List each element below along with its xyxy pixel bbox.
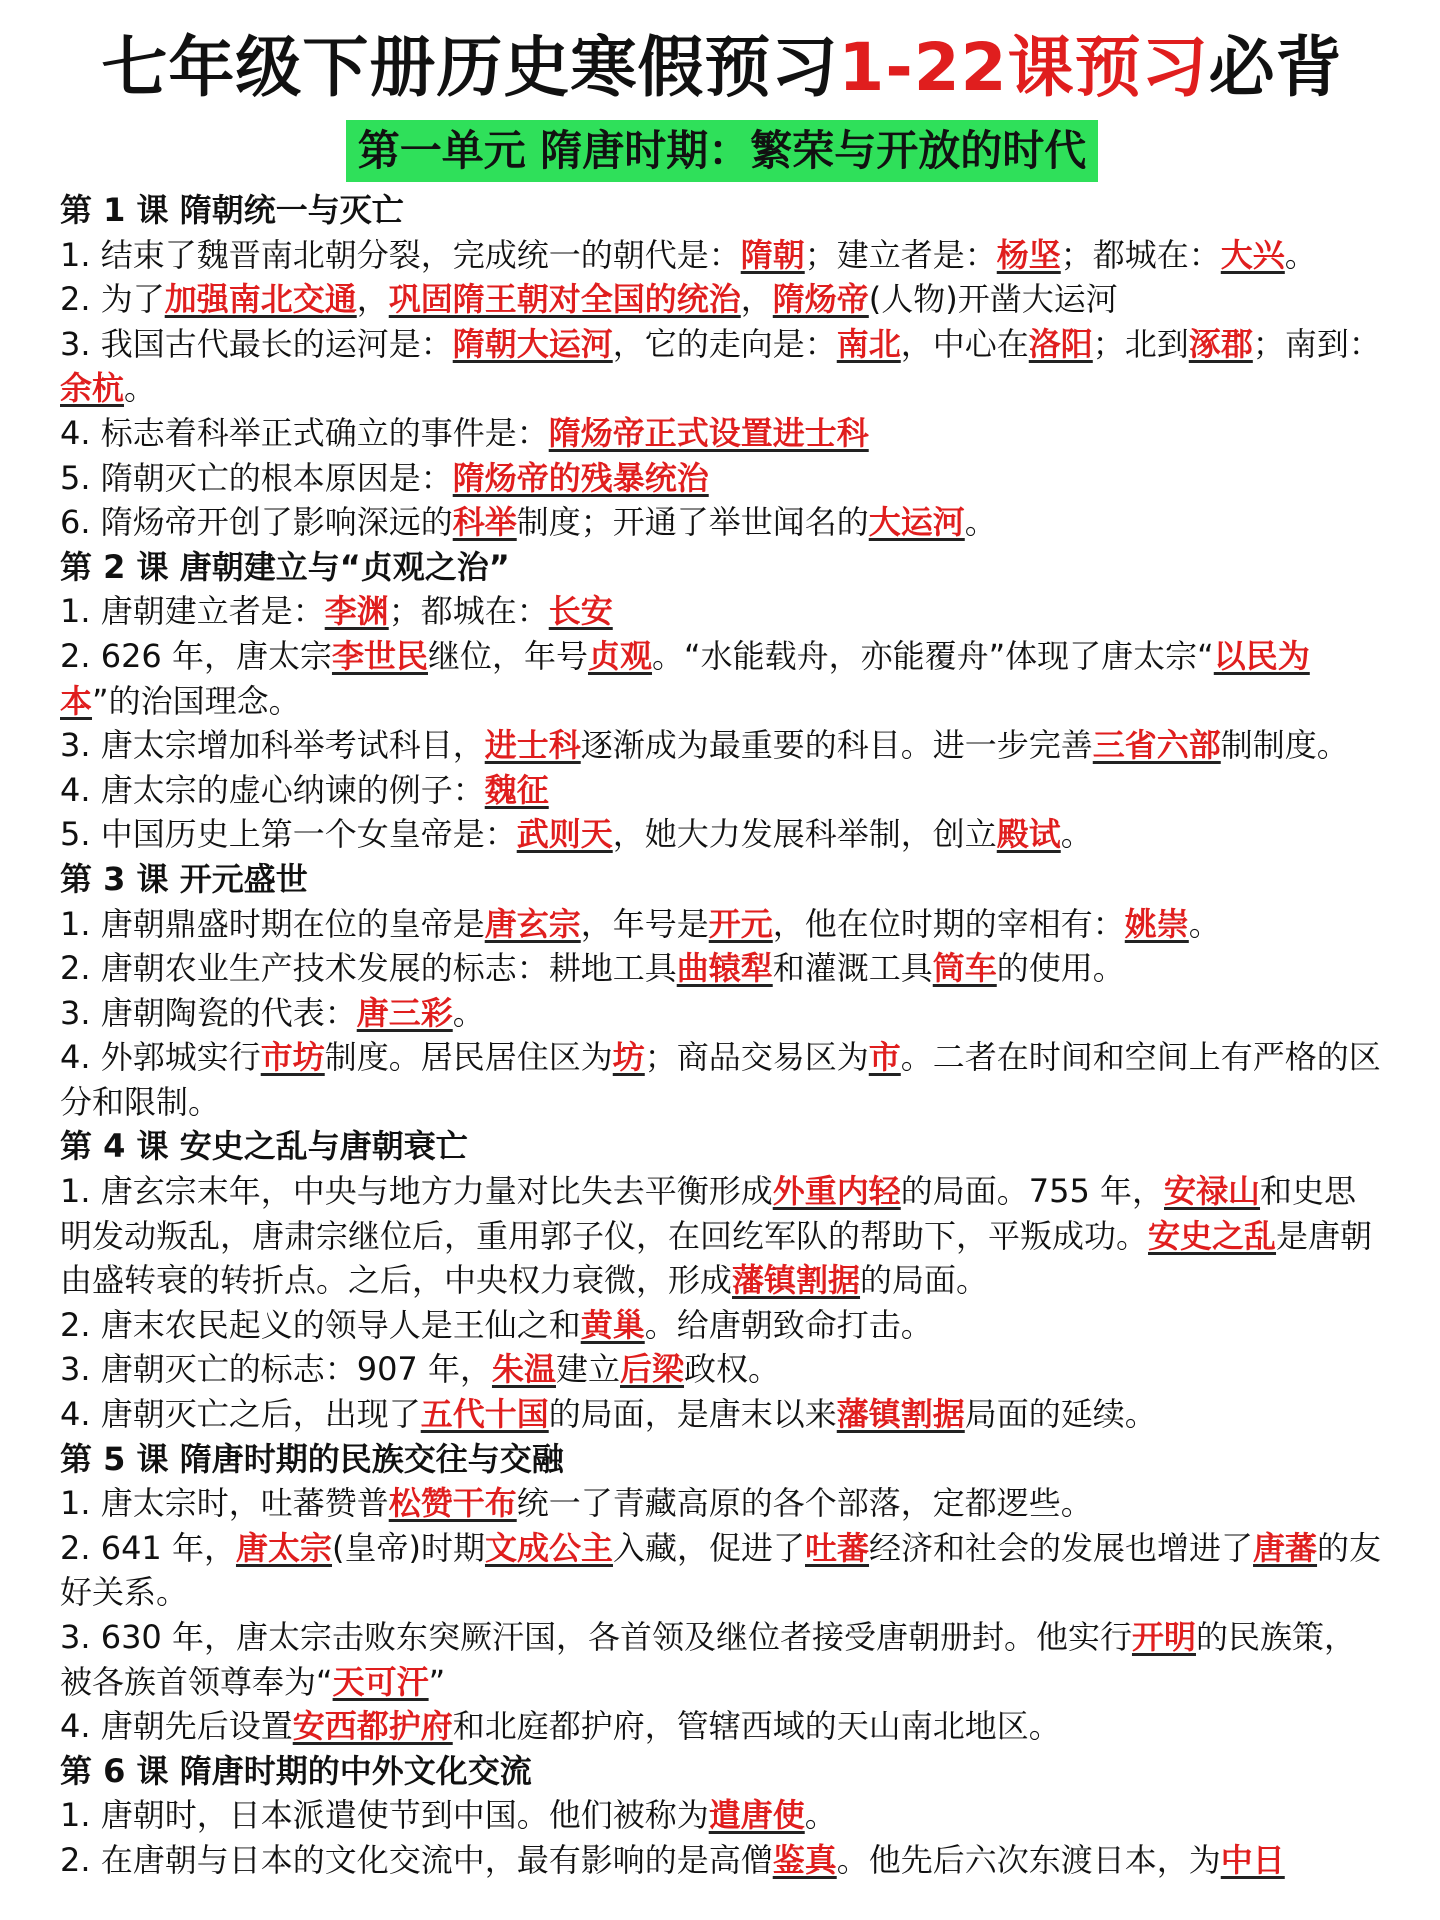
item-text: 1. 唐玄宗末年，中央与地方力量对比失去平衡形成 [60, 1172, 773, 1211]
key-answer: 贞观 [588, 636, 653, 675]
item-text: ；北到 [1092, 324, 1189, 363]
lesson-item [60, 1347, 1384, 1392]
key-answer: 后梁 [620, 1350, 685, 1389]
item-text: 2. 626 年，唐太宗 [60, 636, 332, 675]
item-text: ；都城在： [1060, 235, 1221, 274]
key-answer: 安史之乱 [1148, 1216, 1277, 1255]
lesson-item [60, 233, 1384, 278]
key-answer: 安西都护府 [292, 1707, 453, 1746]
key-answer: 隋炀帝正式设置进士科 [548, 413, 869, 452]
key-answer: 筒车 [932, 949, 997, 988]
key-answer: 唐玄宗 [484, 904, 581, 943]
unit-heading-wrap [60, 120, 1384, 182]
item-text: 和北庭都护府，管辖西域的天山南北地区。 [452, 1707, 1061, 1746]
item-text: 政权。 [684, 1350, 781, 1389]
key-answer: 外重内轻 [772, 1172, 901, 1211]
title-highlight: 1-22课预习 [838, 29, 1209, 106]
key-answer: 五代十国 [420, 1395, 549, 1434]
key-answer: 李世民 [331, 636, 428, 675]
item-text: 。他先后六次东渡日本，为 [836, 1840, 1221, 1879]
item-text: 入藏，促进了 [612, 1528, 805, 1567]
item-text: 建立 [555, 1350, 620, 1389]
lesson-item [60, 456, 1384, 501]
key-answer: 以民为本 [60, 636, 1310, 720]
item-text: ；都城在： [388, 592, 549, 631]
lesson-item [60, 991, 1384, 1036]
item-text: 3. 我国古代最长的运河是： [60, 324, 453, 363]
item-text: 统一了青藏高原的各个部落，定都逻些。 [516, 1484, 1093, 1523]
item-text: 。二者在时间和空间上有严格的区分和限制。 [60, 1038, 1381, 1121]
lesson-item [60, 1526, 1384, 1615]
item-text: 是唐朝由盛转衰的转折点。之后，中央权力衰微，形成 [60, 1216, 1373, 1300]
item-text: ；南到： [1252, 324, 1381, 363]
item-text: 2. 唐末农民起义的领导人是王仙之和 [60, 1305, 581, 1344]
lesson-item [60, 1838, 1384, 1883]
item-text: 6. 隋炀帝开创了影响深远的 [60, 503, 453, 542]
lesson-item [60, 1615, 1384, 1704]
lesson-heading: 第 3 课 开元盛世 [60, 859, 308, 898]
item-text: 4. 唐朝灭亡之后，出现了 [60, 1395, 421, 1434]
key-answer: 曲辕犁 [676, 949, 773, 988]
item-text: 经济和社会的发展也增进了 [869, 1528, 1254, 1567]
item-text: 3. 630 年，唐太宗击败东突厥汗国，各首领及继位者接受唐朝册封。他实行 [60, 1618, 1132, 1656]
key-answer: 市坊 [260, 1038, 325, 1077]
item-text: ，他在位时期的宰相有： [772, 904, 1125, 943]
key-answer: 加强南北交通 [164, 280, 357, 319]
key-answer: 唐太宗 [235, 1528, 332, 1567]
key-answer: 唐蕃 [1253, 1528, 1318, 1567]
lesson-content [60, 188, 1384, 1883]
item-text: 3. 唐朝灭亡的标志：907 年， [60, 1350, 492, 1389]
key-answer: 巩固隋王朝对全国的统治 [388, 280, 741, 319]
lesson-item [60, 723, 1384, 768]
lesson-item [60, 500, 1384, 545]
key-answer: 开元 [708, 904, 773, 943]
item-text: ；建立者是： [804, 235, 997, 274]
item-text: 2. 唐朝农业生产技术发展的标志：耕地工具 [60, 949, 677, 988]
key-answer: 南北 [836, 324, 901, 363]
key-answer: 大兴 [1220, 235, 1285, 274]
lesson-item [60, 634, 1384, 723]
key-answer: 隋炀帝的残暴统治 [452, 458, 709, 497]
key-answer: 进士科 [484, 726, 581, 765]
key-answer: 藩镇割据 [836, 1395, 965, 1434]
key-answer: 黄巢 [580, 1305, 645, 1344]
item-text: 。 [452, 993, 485, 1032]
item-text: 的局面。 [860, 1261, 989, 1300]
item-text: 4. 唐太宗的虚心纳谏的例子： [60, 770, 485, 809]
title-main: 七年级下册历史寒假预习 [101, 29, 839, 106]
lesson-item [60, 1392, 1384, 1437]
item-text: 。 [804, 1796, 837, 1835]
key-answer: 殿试 [996, 815, 1061, 854]
item-text: (人物)开凿大运河 [868, 280, 1118, 319]
page-title [60, 0, 1384, 114]
key-answer: 魏征 [484, 770, 549, 809]
item-text: 4. 外郭城实行 [60, 1038, 261, 1077]
key-answer: 唐三彩 [356, 993, 453, 1032]
key-answer: 杨坚 [996, 235, 1061, 274]
item-text: 的民族策，被各族首领尊奉为“ [60, 1618, 1356, 1701]
lesson-item [60, 946, 1384, 991]
item-text: ， [740, 280, 773, 319]
key-answer: 吐蕃 [805, 1528, 870, 1567]
item-text: 3. 唐朝陶瓷的代表： [60, 993, 357, 1032]
key-answer: 遣唐使 [708, 1796, 805, 1835]
lesson-item [60, 902, 1384, 947]
item-text: 。给唐朝致命打击。 [644, 1305, 933, 1344]
item-text: 的局面，是唐末以来 [548, 1395, 837, 1434]
item-text: 。 [1284, 235, 1317, 274]
key-answer: 坊 [612, 1038, 645, 1077]
key-answer: 长安 [548, 592, 613, 631]
lesson-item [60, 1793, 1384, 1838]
item-text: 1. 唐朝建立者是： [60, 592, 325, 631]
key-answer: 涿郡 [1188, 324, 1253, 363]
item-text: ” [428, 1662, 446, 1701]
key-answer: 隋炀帝 [772, 280, 869, 319]
item-text: ，年号是 [580, 904, 709, 943]
item-text: 1. 唐朝时，日本派遣使节到中国。他们被称为 [60, 1796, 709, 1835]
item-text: 4. 标志着科举正式确立的事件是： [60, 413, 549, 452]
key-answer: 朱温 [491, 1350, 556, 1389]
lesson-heading: 第 4 课 安史之乱与唐朝衰亡 [60, 1127, 468, 1166]
item-text: 制制度。 [1220, 726, 1349, 765]
item-text: 。 [1060, 815, 1093, 854]
key-answer: 三省六部 [1092, 726, 1221, 765]
key-answer: 天可汗 [332, 1662, 429, 1701]
lesson-item [60, 1704, 1384, 1749]
item-text: 1. 唐朝鼎盛时期在位的皇帝是 [60, 904, 485, 943]
item-text: 。 [1188, 904, 1221, 943]
lesson-item [60, 589, 1384, 634]
key-answer: 文成公主 [484, 1528, 613, 1567]
lesson-item [60, 1481, 1384, 1526]
item-text: 局面的延续。 [964, 1395, 1157, 1434]
key-answer: 余杭 [60, 369, 125, 408]
item-text: ”的治国理念。 [92, 681, 301, 720]
key-answer: 安禄山 [1164, 1172, 1261, 1211]
key-answer: 松赞干布 [388, 1484, 517, 1523]
item-text: ， [356, 280, 389, 319]
lesson-item [60, 768, 1384, 813]
item-text: ，中心在 [900, 324, 1029, 363]
item-text: 1. 唐太宗时，吐蕃赞普 [60, 1484, 389, 1523]
key-answer: 中日 [1220, 1840, 1285, 1879]
item-text: 2. 为了 [60, 280, 165, 319]
item-text: 1. 结束了魏晋南北朝分裂，完成统一的朝代是： [60, 235, 741, 274]
key-answer: 隋朝大运河 [452, 324, 613, 363]
item-text: 5. 中国历史上第一个女皇帝是： [60, 815, 517, 854]
item-text: 制度；开通了举世闻名的 [516, 503, 869, 542]
lesson-item [60, 411, 1384, 456]
key-answer: 市 [868, 1038, 901, 1077]
key-answer: 武则天 [516, 815, 613, 854]
item-text: 的局面。755 年， [900, 1172, 1164, 1211]
item-text: 2. 641 年， [60, 1528, 236, 1567]
item-text: 5. 隋朝灭亡的根本原因是： [60, 458, 453, 497]
item-text: 逐渐成为最重要的科目。进一步完善 [580, 726, 1093, 765]
title-tail: 必背 [1208, 29, 1343, 106]
item-text: 制度。居民居住区为 [324, 1038, 613, 1077]
key-answer: 姚崇 [1124, 904, 1189, 943]
item-text: 3. 唐太宗增加科举考试科目， [60, 726, 485, 765]
lesson-item [60, 1303, 1384, 1348]
item-text: 2. 在唐朝与日本的文化交流中，最有影响的是高僧 [60, 1840, 773, 1879]
lesson-heading: 第 6 课 隋唐时期的中外文化交流 [60, 1751, 532, 1790]
key-answer: 李渊 [324, 592, 389, 631]
item-text: ，它的走向是： [612, 324, 837, 363]
lesson-heading: 第 5 课 隋唐时期的民族交往与交融 [60, 1439, 564, 1478]
item-text: ，她大力发展科举制，创立 [612, 815, 997, 854]
item-text: 继位，年号 [427, 636, 588, 675]
key-answer: 开明 [1131, 1618, 1196, 1656]
item-text: 的使用。 [996, 949, 1125, 988]
lesson-item [60, 812, 1384, 857]
lesson-item [60, 277, 1384, 322]
key-answer: 藩镇割据 [732, 1261, 861, 1300]
lesson-heading: 第 1 课 隋朝统一与灭亡 [60, 191, 404, 229]
unit-heading: 第一单元 隋唐时期：繁荣与开放的时代 [346, 120, 1099, 182]
key-answer: 隋朝 [740, 235, 805, 274]
key-answer: 鉴真 [772, 1840, 837, 1879]
item-text: 和史思明发动叛乱，唐肃宗继位后，重用郭子仪，在回纥军队的帮助下，平叛成功。 [60, 1172, 1357, 1255]
item-text: 的友好关系。 [60, 1528, 1382, 1612]
lesson-item [60, 1035, 1384, 1124]
item-text: ；商品交易区为 [644, 1038, 869, 1077]
item-text: 4. 唐朝先后设置 [60, 1707, 293, 1746]
key-answer: 科举 [452, 503, 517, 542]
item-text: 和灌溉工具 [772, 949, 933, 988]
lesson-item [60, 1169, 1384, 1303]
lesson-item [60, 322, 1384, 411]
key-answer: 大运河 [868, 503, 965, 542]
lesson-heading: 第 2 课 唐朝建立与“贞观之治” [60, 547, 510, 586]
item-text: (皇帝)时期 [331, 1528, 485, 1567]
item-text: 。 [964, 503, 997, 542]
item-text: 。 [124, 369, 157, 408]
key-answer: 洛阳 [1028, 324, 1093, 363]
item-text: 。“水能载舟，亦能覆舟”体现了唐太宗“ [652, 636, 1214, 675]
